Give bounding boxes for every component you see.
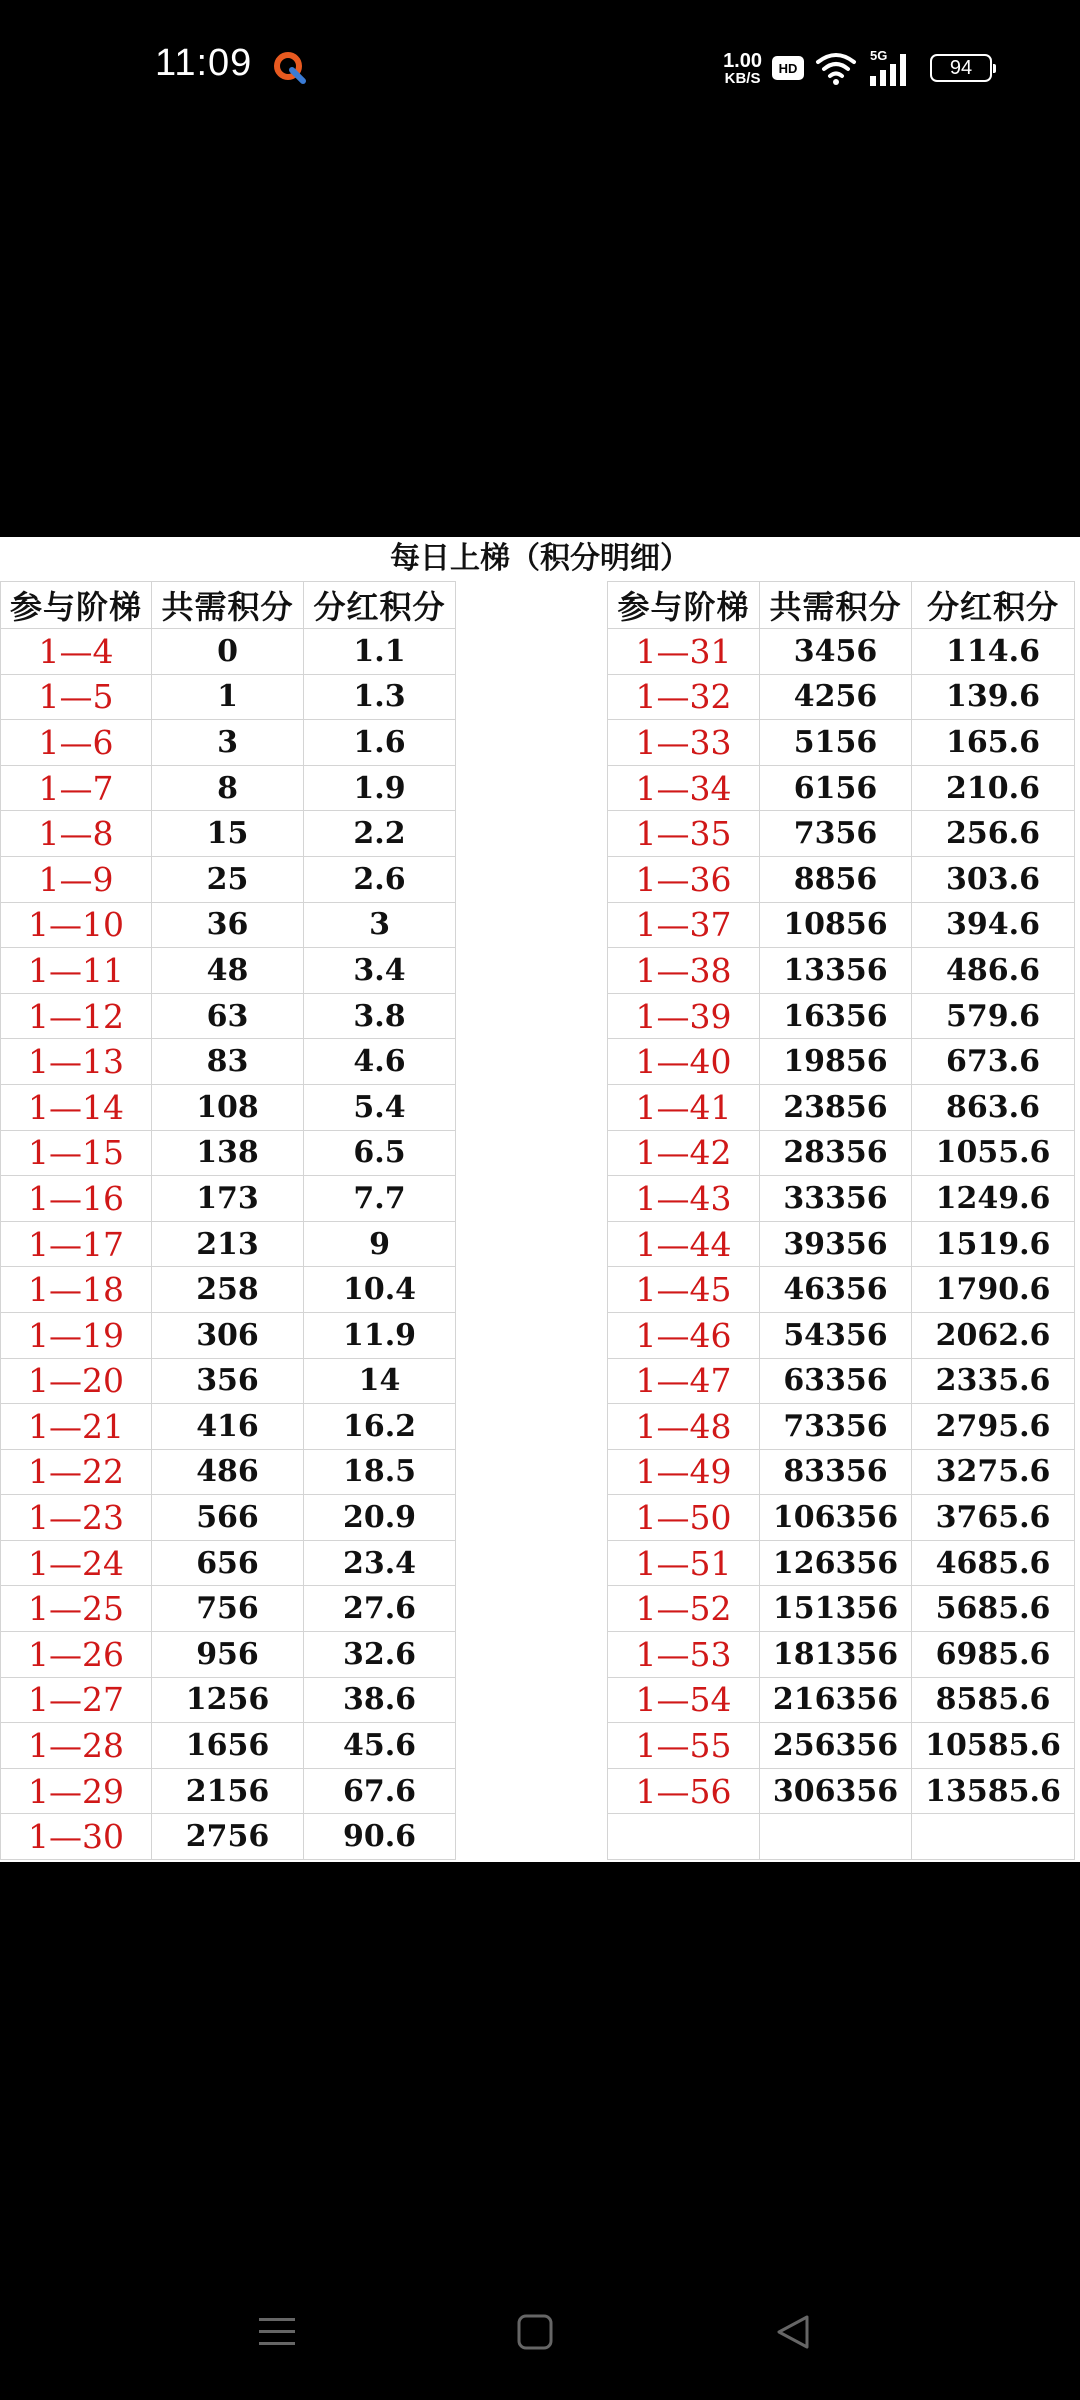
table-row: [1, 948, 1075, 994]
table-row: [1, 1540, 1075, 1586]
dividend-points-cell: 1.1: [304, 629, 456, 675]
table-row: [1, 1404, 1075, 1450]
table-row: [1, 1495, 1075, 1541]
column-gap: [456, 1586, 608, 1632]
dividend-points-cell: 10.4: [304, 1267, 456, 1313]
dividend-points-cell: 165.6: [912, 720, 1075, 766]
required-points-cell: 83: [152, 1039, 304, 1085]
step-cell: 1—51: [608, 1540, 760, 1586]
table-row: [1, 1814, 1075, 1860]
required-points-cell: 83356: [760, 1449, 912, 1495]
status-indicators: [723, 46, 992, 90]
required-points-cell: 54356: [760, 1312, 912, 1358]
dividend-points-cell: 1.9: [304, 765, 456, 811]
battery-indicator: [930, 54, 992, 82]
required-points-cell: 213: [152, 1221, 304, 1267]
required-points-cell: 356: [152, 1358, 304, 1404]
step-cell: 1—52: [608, 1586, 760, 1632]
dividend-points-cell: 1790.6: [912, 1267, 1075, 1313]
dividend-points-cell: 114.6: [912, 629, 1075, 675]
dividend-points-cell: 139.6: [912, 674, 1075, 720]
step-cell: 1—18: [1, 1267, 152, 1313]
table-header-row: [1, 582, 1075, 629]
dividend-points-cell: 45.6: [304, 1723, 456, 1769]
required-points-cell: 5156: [760, 720, 912, 766]
column-gap: [456, 720, 608, 766]
step-cell: 1—32: [608, 674, 760, 720]
dividend-points-cell: 394.6: [912, 902, 1075, 948]
required-points-cell: 4256: [760, 674, 912, 720]
table-row: [1, 1586, 1075, 1632]
step-cell: 1—21: [1, 1404, 152, 1450]
step-cell: 1—19: [1, 1312, 152, 1358]
required-points-cell: 8856: [760, 856, 912, 902]
step-cell: 1—40: [608, 1039, 760, 1085]
required-points-cell: 756: [152, 1586, 304, 1632]
column-gap: [456, 1130, 608, 1176]
required-points-cell: 16356: [760, 993, 912, 1039]
step-cell: 1—31: [608, 629, 760, 675]
required-points-cell: 1: [152, 674, 304, 720]
table-row: [1, 1677, 1075, 1723]
dividend-points-cell: 2795.6: [912, 1404, 1075, 1450]
dividend-points-cell: 863.6: [912, 1084, 1075, 1130]
step-cell: 1—23: [1, 1495, 152, 1541]
dividend-points-cell: 2062.6: [912, 1312, 1075, 1358]
required-points-cell: 256356: [760, 1723, 912, 1769]
column-gap: [456, 765, 608, 811]
empty-cell: [912, 1814, 1075, 1860]
table-row: [1, 674, 1075, 720]
column-gap: [456, 629, 608, 675]
column-gap: [456, 1267, 608, 1313]
column-gap: [456, 1176, 608, 1222]
step-cell: 1—16: [1, 1176, 152, 1222]
dividend-points-cell: 2335.6: [912, 1358, 1075, 1404]
required-points-cell: 3: [152, 720, 304, 766]
dividend-points-cell: 4.6: [304, 1039, 456, 1085]
dividend-points-cell: 3765.6: [912, 1495, 1075, 1541]
step-cell: 1—6: [1, 720, 152, 766]
dividend-points-cell: 256.6: [912, 811, 1075, 857]
dividend-points-cell: 1249.6: [912, 1176, 1075, 1222]
table-row: [1, 1176, 1075, 1222]
dividend-points-cell: 3: [304, 902, 456, 948]
step-cell: 1—42: [608, 1130, 760, 1176]
dividend-points-cell: 4685.6: [912, 1540, 1075, 1586]
left-header-required-points: 共需积分: [152, 582, 304, 629]
dividend-points-cell: 90.6: [304, 1814, 456, 1860]
column-gap: [456, 1084, 608, 1130]
required-points-cell: 3456: [760, 629, 912, 675]
battery-level: 94: [949, 56, 973, 79]
table-row: [1, 1267, 1075, 1313]
required-points-cell: 48: [152, 948, 304, 994]
table-row: [1, 1723, 1075, 1769]
dividend-points-cell: 38.6: [304, 1677, 456, 1723]
dividend-points-cell: 20.9: [304, 1495, 456, 1541]
table-row: [1, 1221, 1075, 1267]
required-points-cell: 39356: [760, 1221, 912, 1267]
step-cell: 1—41: [608, 1084, 760, 1130]
table-row: [1, 1449, 1075, 1495]
left-header-dividend-points: 分红积分: [304, 582, 456, 629]
step-cell: 1—4: [1, 629, 152, 675]
left-header-step: 参与阶梯: [1, 582, 152, 629]
required-points-cell: 0: [152, 629, 304, 675]
step-cell: 1—12: [1, 993, 152, 1039]
dividend-points-cell: 11.9: [304, 1312, 456, 1358]
column-gap: [456, 902, 608, 948]
back-icon: [773, 2312, 813, 2352]
required-points-cell: 8: [152, 765, 304, 811]
step-cell: 1—17: [1, 1221, 152, 1267]
dividend-points-cell: 2.6: [304, 856, 456, 902]
required-points-cell: 126356: [760, 1540, 912, 1586]
points-table: [0, 581, 1075, 1860]
step-cell: 1—29: [1, 1768, 152, 1814]
right-header-step: 参与阶梯: [608, 582, 760, 629]
dividend-points-cell: 3275.6: [912, 1449, 1075, 1495]
dividend-points-cell: 1055.6: [912, 1130, 1075, 1176]
required-points-cell: 151356: [760, 1586, 912, 1632]
table-row: [1, 902, 1075, 948]
column-gap: [456, 1723, 608, 1769]
dividend-points-cell: 3.8: [304, 993, 456, 1039]
dividend-points-cell: 1.3: [304, 674, 456, 720]
required-points-cell: 63356: [760, 1358, 912, 1404]
table-row: [1, 629, 1075, 675]
sheet-title: 每日上梯（积分明细）: [390, 541, 690, 576]
step-cell: 1—28: [1, 1723, 152, 1769]
column-gap: [456, 948, 608, 994]
column-gap: [456, 1358, 608, 1404]
signal-label: 5G: [870, 48, 888, 63]
step-cell: 1—54: [608, 1677, 760, 1723]
dividend-points-cell: 9: [304, 1221, 456, 1267]
dividend-points-cell: 2.2: [304, 811, 456, 857]
step-cell: 1—33: [608, 720, 760, 766]
required-points-cell: 2756: [152, 1814, 304, 1860]
required-points-cell: 216356: [760, 1677, 912, 1723]
column-gap: [456, 1449, 608, 1495]
step-cell: 1—27: [1, 1677, 152, 1723]
step-cell: 1—50: [608, 1495, 760, 1541]
dividend-points-cell: 210.6: [912, 765, 1075, 811]
required-points-cell: 63: [152, 993, 304, 1039]
step-cell: 1—49: [608, 1449, 760, 1495]
dividend-points-cell: 486.6: [912, 948, 1075, 994]
column-gap: [456, 1768, 608, 1814]
column-gap: [456, 674, 608, 720]
step-cell: 1—48: [608, 1404, 760, 1450]
step-cell: 1—37: [608, 902, 760, 948]
step-cell: 1—44: [608, 1221, 760, 1267]
dividend-points-cell: 32.6: [304, 1632, 456, 1678]
step-cell: 1—20: [1, 1358, 152, 1404]
table-row: [1, 1768, 1075, 1814]
column-gap: [456, 993, 608, 1039]
table-row: [1, 1039, 1075, 1085]
required-points-cell: 6156: [760, 765, 912, 811]
dividend-points-cell: 303.6: [912, 856, 1075, 902]
column-gap: [456, 1495, 608, 1541]
dividend-points-cell: 6.5: [304, 1130, 456, 1176]
step-cell: 1—10: [1, 902, 152, 948]
required-points-cell: 306: [152, 1312, 304, 1358]
dividend-points-cell: 673.6: [912, 1039, 1075, 1085]
required-points-cell: 416: [152, 1404, 304, 1450]
column-gap: [456, 1814, 608, 1860]
required-points-cell: 33356: [760, 1176, 912, 1222]
column-gap: [456, 1677, 608, 1723]
points-table-image: [0, 537, 1080, 1862]
step-cell: 1—14: [1, 1084, 152, 1130]
column-gap: [456, 1404, 608, 1450]
table-row: [1, 720, 1075, 766]
table-row: [1, 1358, 1075, 1404]
column-gap: [456, 811, 608, 857]
hd-badge: HD: [772, 56, 804, 80]
column-gap: [456, 856, 608, 902]
step-cell: 1—22: [1, 1449, 152, 1495]
required-points-cell: 23856: [760, 1084, 912, 1130]
required-points-cell: 36: [152, 902, 304, 948]
recent-apps-button[interactable]: [247, 2302, 307, 2362]
status-time: 11:09: [155, 42, 253, 84]
table-row: [1, 993, 1075, 1039]
required-points-cell: 1656: [152, 1723, 304, 1769]
q-app-notification-icon: [272, 50, 306, 84]
required-points-cell: 13356: [760, 948, 912, 994]
required-points-cell: 306356: [760, 1768, 912, 1814]
required-points-cell: 258: [152, 1267, 304, 1313]
required-points-cell: 25: [152, 856, 304, 902]
required-points-cell: 956: [152, 1632, 304, 1678]
column-gap: [456, 1632, 608, 1678]
step-cell: 1—26: [1, 1632, 152, 1678]
column-gap: [456, 1221, 608, 1267]
dividend-points-cell: 5.4: [304, 1084, 456, 1130]
required-points-cell: 106356: [760, 1495, 912, 1541]
step-cell: 1—45: [608, 1267, 760, 1313]
back-button[interactable]: [763, 2302, 823, 2362]
dividend-points-cell: 27.6: [304, 1586, 456, 1632]
required-points-cell: 1256: [152, 1677, 304, 1723]
column-gap: [456, 1540, 608, 1586]
network-speed-value: 1.00: [723, 49, 762, 72]
network-speed-unit: KB/S: [724, 69, 761, 87]
column-gap: [456, 1039, 608, 1085]
step-cell: 1—43: [608, 1176, 760, 1222]
dividend-points-cell: 10585.6: [912, 1723, 1075, 1769]
table-row: [1, 811, 1075, 857]
step-cell: 1—36: [608, 856, 760, 902]
right-header-required-points: 共需积分: [760, 582, 912, 629]
step-cell: 1—7: [1, 765, 152, 811]
step-cell: 1—5: [1, 674, 152, 720]
table-row: [1, 1084, 1075, 1130]
step-cell: 1—55: [608, 1723, 760, 1769]
required-points-cell: 7356: [760, 811, 912, 857]
home-icon: [515, 2312, 555, 2352]
dividend-points-cell: 8585.6: [912, 1677, 1075, 1723]
required-points-cell: 73356: [760, 1404, 912, 1450]
dividend-points-cell: 5685.6: [912, 1586, 1075, 1632]
step-cell: 1—39: [608, 993, 760, 1039]
table-row: [1, 1632, 1075, 1678]
table-row: [1, 1312, 1075, 1358]
dividend-points-cell: 1.6: [304, 720, 456, 766]
required-points-cell: 19856: [760, 1039, 912, 1085]
step-cell: 1—15: [1, 1130, 152, 1176]
dividend-points-cell: 16.2: [304, 1404, 456, 1450]
home-button[interactable]: [505, 2302, 565, 2362]
dividend-points-cell: 13585.6: [912, 1768, 1075, 1814]
step-cell: 1—8: [1, 811, 152, 857]
step-cell: 1—47: [608, 1358, 760, 1404]
step-cell: 1—30: [1, 1814, 152, 1860]
dividend-points-cell: 7.7: [304, 1176, 456, 1222]
dividend-points-cell: 579.6: [912, 993, 1075, 1039]
step-cell: 1—35: [608, 811, 760, 857]
required-points-cell: 46356: [760, 1267, 912, 1313]
network-speed: [723, 51, 762, 86]
step-cell: 1—13: [1, 1039, 152, 1085]
step-cell: 1—46: [608, 1312, 760, 1358]
required-points-cell: 173: [152, 1176, 304, 1222]
required-points-cell: 486: [152, 1449, 304, 1495]
right-header-dividend-points: 分红积分: [912, 582, 1075, 629]
step-cell: 1—56: [608, 1768, 760, 1814]
required-points-cell: 566: [152, 1495, 304, 1541]
wifi-icon: [814, 50, 858, 86]
dividend-points-cell: 18.5: [304, 1449, 456, 1495]
step-cell: 1—34: [608, 765, 760, 811]
step-cell: 1—38: [608, 948, 760, 994]
column-gap: [456, 582, 608, 629]
column-gap: [456, 1312, 608, 1358]
empty-cell: [608, 1814, 760, 1860]
dividend-points-cell: 3.4: [304, 948, 456, 994]
step-cell: 1—11: [1, 948, 152, 994]
required-points-cell: 108: [152, 1084, 304, 1130]
step-cell: 1—25: [1, 1586, 152, 1632]
empty-cell: [760, 1814, 912, 1860]
required-points-cell: 15: [152, 811, 304, 857]
step-cell: 1—24: [1, 1540, 152, 1586]
required-points-cell: 181356: [760, 1632, 912, 1678]
required-points-cell: 138: [152, 1130, 304, 1176]
dividend-points-cell: 67.6: [304, 1768, 456, 1814]
navigation-bar: [0, 2280, 1080, 2380]
step-cell: 1—53: [608, 1632, 760, 1678]
table-row: [1, 1130, 1075, 1176]
table-row: [1, 856, 1075, 902]
menu-icon: [257, 2312, 297, 2352]
required-points-cell: 2156: [152, 1768, 304, 1814]
required-points-cell: 656: [152, 1540, 304, 1586]
required-points-cell: 28356: [760, 1130, 912, 1176]
dividend-points-cell: 1519.6: [912, 1221, 1075, 1267]
step-cell: 1—9: [1, 856, 152, 902]
table-row: [1, 765, 1075, 811]
dividend-points-cell: 6985.6: [912, 1632, 1075, 1678]
cellular-signal-icon: [868, 48, 920, 88]
required-points-cell: 10856: [760, 902, 912, 948]
dividend-points-cell: 23.4: [304, 1540, 456, 1586]
status-bar: [0, 0, 1080, 140]
dividend-points-cell: 14: [304, 1358, 456, 1404]
